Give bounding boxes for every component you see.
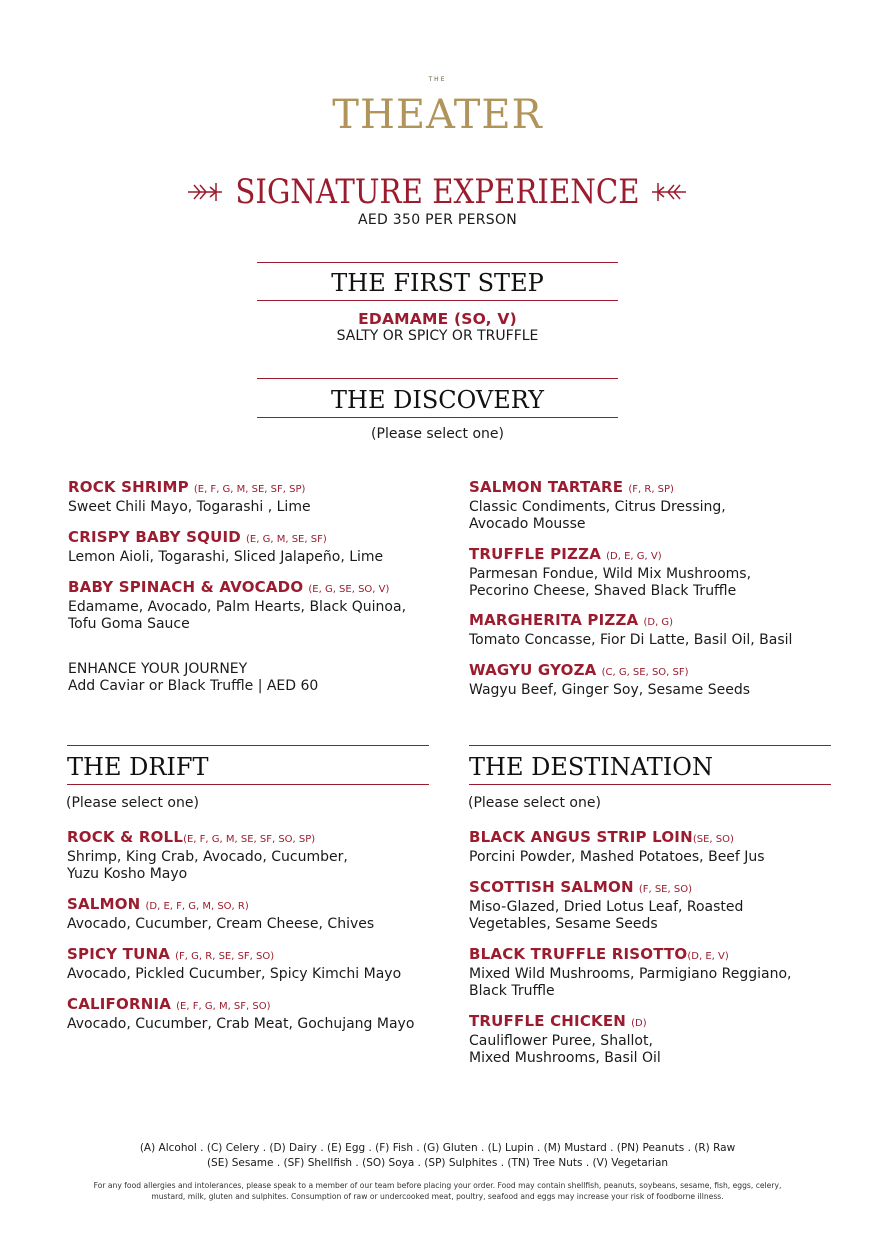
right-ornament-icon: [648, 177, 688, 207]
menu-item: [67, 945, 447, 983]
item-allergens: (D): [631, 1018, 647, 1029]
item-name: CALIFORNIA: [67, 995, 172, 1013]
menu-item: [469, 878, 849, 932]
allergen-legend-line: (SE) Sesame . (SF) Shellfish . (SO) Soya . (SP) Sulphites . (TN) Tree Nuts . (V) Vegetarian: [206, 1157, 669, 1169]
section-heading-destination: THE DESTINATION: [469, 753, 713, 781]
item-name: SALMON TARTARE: [469, 478, 624, 496]
item-description: Porcini Powder, Mashed Potatoes, Beef Jus: [469, 849, 765, 865]
enhance-desc: Add Caviar or Black Truffle | AED 60: [68, 677, 319, 694]
item-description: Avocado, Pickled Cucumber, Spicy Kimchi Mayo: [67, 966, 402, 982]
item-description: Yuzu Kosho Mayo: [67, 865, 188, 882]
item-name: SPICY TUNA: [67, 945, 171, 963]
item-description: Sweet Chili Mayo, Togarashi , Lime: [68, 499, 311, 515]
item-allergens: (D, E, V): [687, 951, 729, 962]
item-description: Black Truffle: [469, 982, 555, 999]
section-heading-first-step: THE FIRST STEP: [331, 269, 544, 297]
destination-note: (Please select one): [468, 795, 601, 811]
item-name: CRISPY BABY SQUID: [68, 528, 241, 546]
menu-item: [67, 995, 447, 1033]
item-allergens: (D, G): [643, 617, 674, 628]
divider: [257, 417, 618, 418]
logo-small-text: THE: [428, 76, 447, 83]
item-description: Avocado, Cucumber, Crab Meat, Gochujang Mayo: [67, 1016, 415, 1032]
item-description: Vegetables, Sesame Seeds: [469, 915, 658, 932]
item-name: SALMON: [67, 895, 141, 913]
item-allergens: (D, E, F, G, M, SO, R): [145, 901, 249, 912]
item-name: BLACK TRUFFLE RISOTTO: [469, 945, 688, 963]
menu-item: [68, 528, 448, 566]
disclaimer-line: mustard, milk, gluten and sulphites. Consumption of raw or undercooked meat, poultry, seafood and eggs may increase your risk of foodborne illness.: [151, 1192, 724, 1201]
item-allergens: (C, G, SE, SO, SF): [601, 667, 689, 678]
item-allergens: (E, G, SE, SO, V): [308, 584, 390, 595]
divider: [257, 300, 618, 301]
item-allergens: (SE, SO): [692, 834, 734, 845]
menu-item: [469, 945, 849, 999]
divider: [469, 745, 831, 746]
allergen-legend: [0, 1141, 875, 1171]
item-description: Shrimp, King Crab, Avocado, Cucumber,: [67, 849, 348, 865]
item-allergens: (F, SE, SO): [638, 884, 692, 895]
divider: [257, 262, 618, 263]
menu-item: [469, 828, 849, 866]
item-description: Tofu Goma Sauce: [68, 615, 190, 632]
menu-item: [67, 828, 447, 882]
divider: [67, 784, 429, 785]
item-description: Avocado Mousse: [469, 515, 586, 532]
item-name: BABY SPINACH & AVOCADO: [68, 578, 304, 596]
item-allergens: (E, G, M, SE, SF): [246, 534, 327, 545]
brand-logo: THEATER: [332, 92, 543, 138]
item-description: Classic Condiments, Citrus Dressing,: [469, 499, 726, 515]
menu-item: [68, 578, 448, 632]
price-per-person: AED 350 PER PERSON: [357, 212, 518, 228]
item-description: Lemon Aioli, Togarashi, Sliced Jalapeño, Lime: [68, 549, 384, 565]
item-description: Mixed Wild Mushrooms, Parmigiano Reggiano,: [469, 966, 792, 982]
first-step-item-name: EDAMAME (SO, V): [358, 310, 517, 328]
section-heading-drift: THE DRIFT: [67, 753, 209, 781]
item-description: Wagyu Beef, Ginger Soy, Sesame Seeds: [469, 682, 751, 698]
item-name: BLACK ANGUS STRIP LOIN: [469, 828, 693, 846]
menu-item: [469, 1012, 849, 1066]
item-name: ROCK SHRIMP: [68, 478, 189, 496]
enhance-title: ENHANCE YOUR JOURNEY: [68, 661, 248, 677]
menu-item: [469, 478, 849, 532]
item-description: Avocado, Cucumber, Cream Cheese, Chives: [67, 916, 375, 932]
section-heading-discovery: THE DISCOVERY: [331, 386, 544, 414]
menu-item: [469, 661, 849, 699]
item-name: MARGHERITA PIZZA: [469, 611, 639, 629]
item-allergens: (F, G, R, SE, SF, SO): [175, 951, 275, 962]
item-name: ROCK & ROLL: [67, 828, 184, 846]
page-title: SIGNATURE EXPERIENCE: [235, 172, 640, 212]
item-description: Pecorino Cheese, Shaved Black Truffle: [469, 582, 737, 599]
item-description: Miso-Glazed, Dried Lotus Leaf, Roasted: [469, 899, 744, 915]
item-description: Cauliflower Puree, Shallot,: [469, 1033, 653, 1049]
discovery-note: (Please select one): [371, 426, 504, 442]
first-step-item-desc: SALTY OR SPICY OR TRUFFLE: [336, 328, 539, 344]
enhance-block: [68, 661, 448, 694]
item-allergens: (D, E, G, V): [606, 551, 662, 562]
menu-item: [67, 895, 447, 933]
item-description: Parmesan Fondue, Wild Mix Mushrooms,: [469, 566, 752, 582]
allergen-legend-line: (A) Alcohol . (C) Celery . (D) Dairy . (E) Egg . (F) Fish . (G) Gluten . (L) Lupin . (M) Mustard . (PN) Peanuts . (R) Raw: [139, 1142, 736, 1154]
item-allergens: (E, F, G, M, SE, SF, SO, SP): [183, 834, 316, 845]
item-allergens: (E, F, G, M, SF, SO): [176, 1001, 271, 1012]
item-name: SCOTTISH SALMON: [469, 878, 634, 896]
divider: [257, 378, 618, 379]
menu-item: [469, 611, 849, 649]
menu-item: [469, 545, 849, 599]
item-allergens: (F, R, SP): [628, 484, 674, 495]
item-description: Edamame, Avocado, Palm Hearts, Black Quinoa,: [68, 599, 407, 615]
disclaimer: [0, 1180, 875, 1202]
menu-item: [68, 478, 448, 516]
item-description: Tomato Concasse, Fior Di Latte, Basil Oil, Basil: [469, 632, 793, 648]
item-name: WAGYU GYOZA: [469, 661, 597, 679]
disclaimer-line: For any food allergies and intolerances, please speak to a member of our team before placing your order. Food may contain shellfish, peanuts, soybeans, sesame, fish, eggs, celery,: [93, 1181, 782, 1190]
drift-note: (Please select one): [66, 795, 199, 811]
item-name: TRUFFLE CHICKEN: [469, 1012, 627, 1030]
item-description: Mixed Mushrooms, Basil Oil: [469, 1049, 661, 1066]
divider: [67, 745, 429, 746]
divider: [469, 784, 831, 785]
item-name: TRUFFLE PIZZA: [469, 545, 602, 563]
item-allergens: (E, F, G, M, SE, SF, SP): [193, 484, 306, 495]
